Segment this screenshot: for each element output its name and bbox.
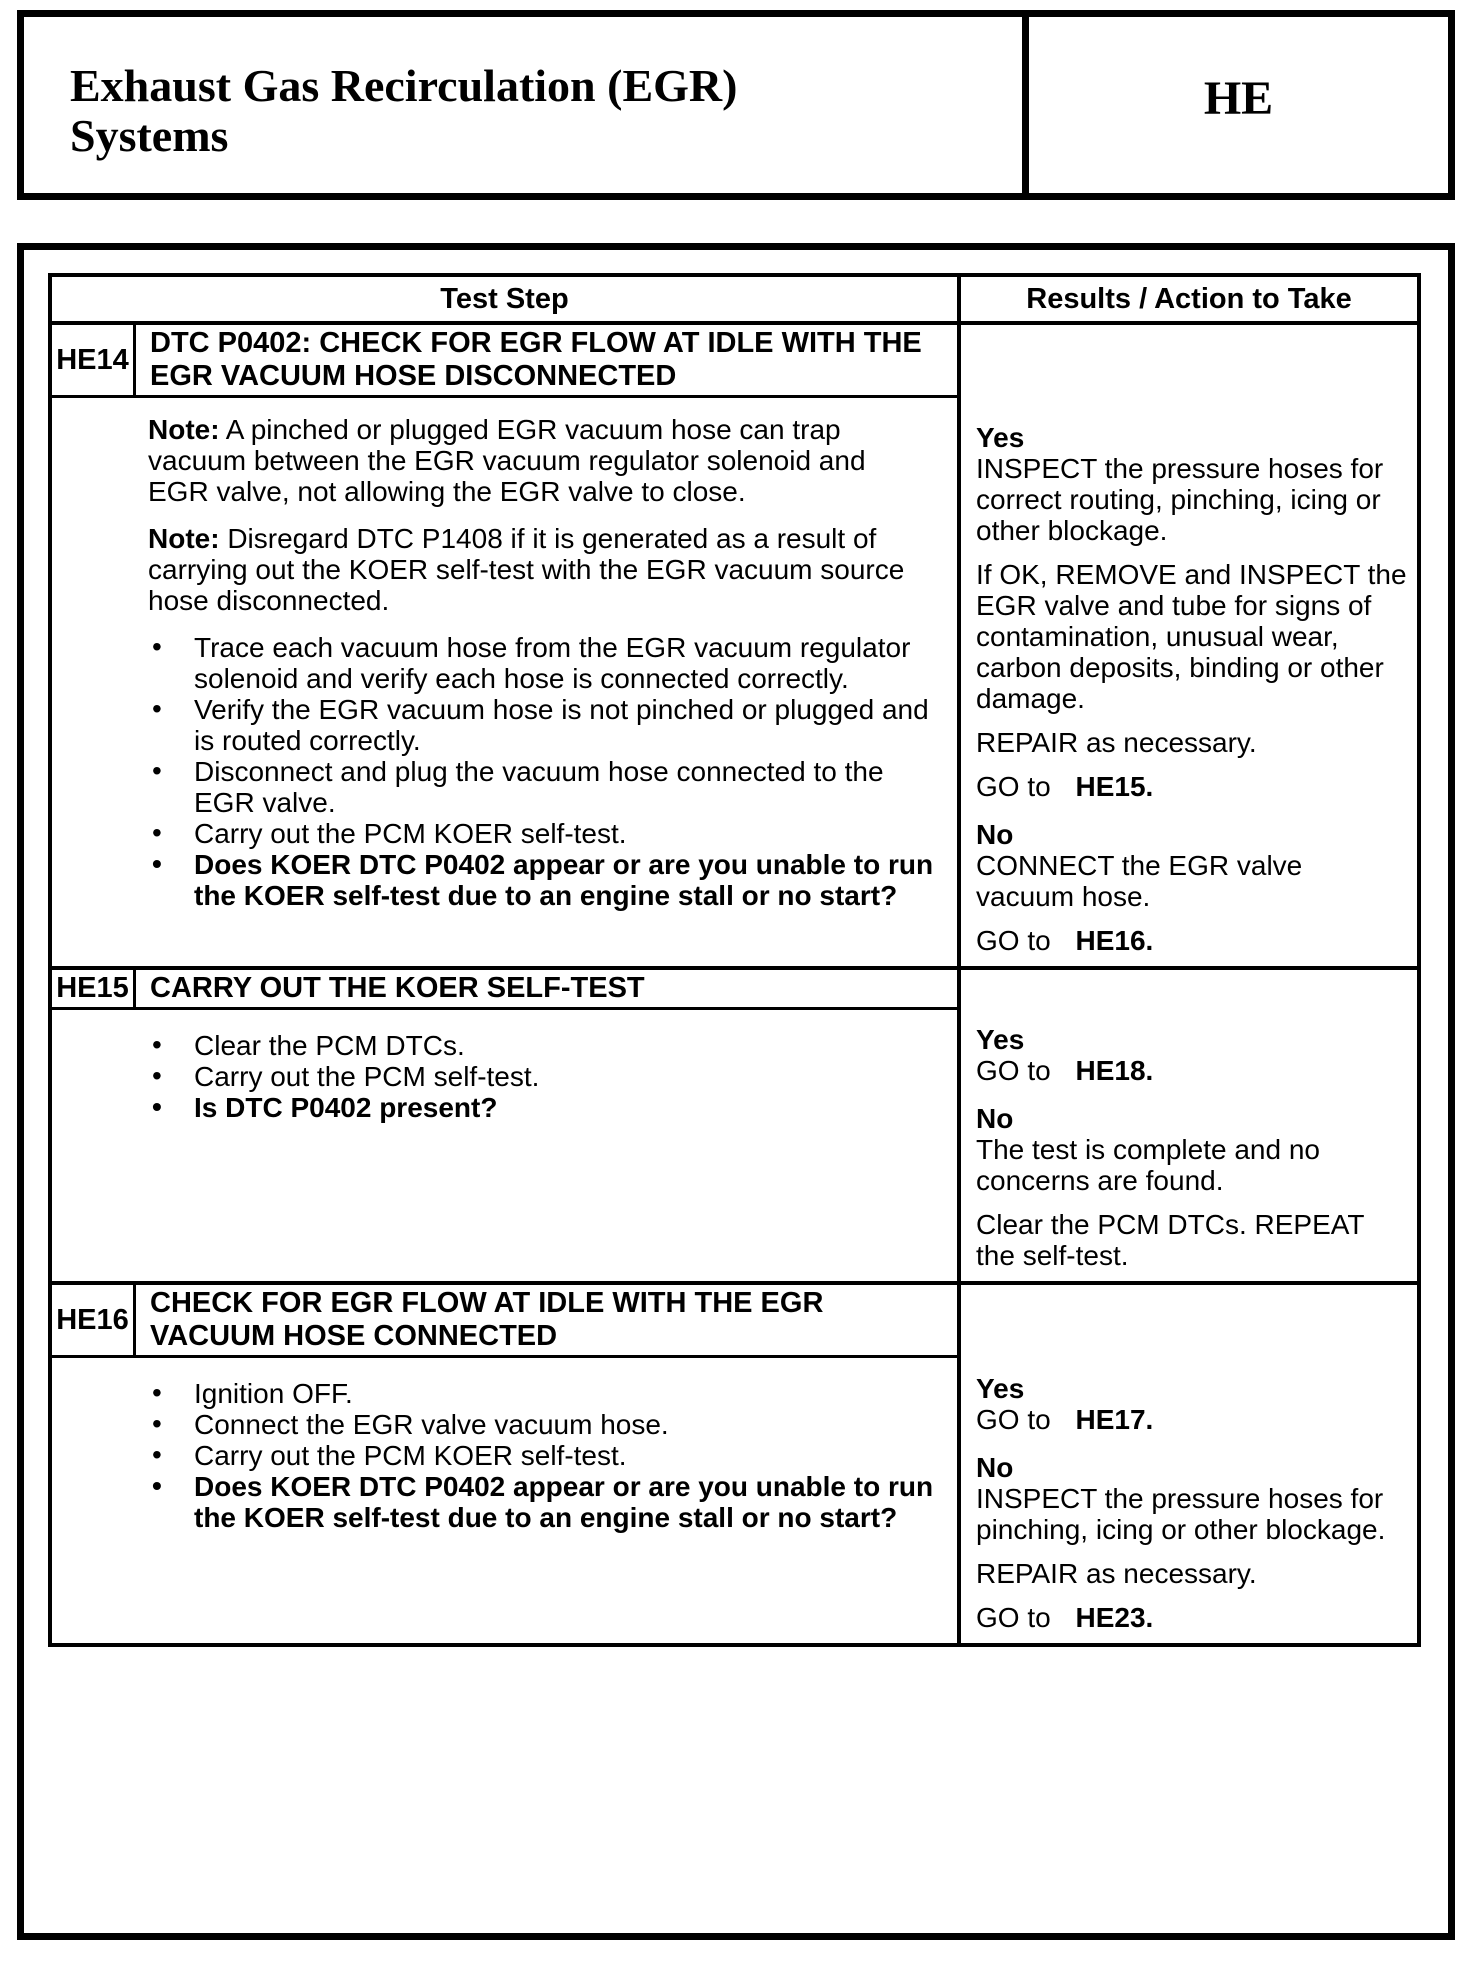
bullet-item: • Carry out the PCM KOER self-test. [150, 1440, 941, 1471]
page-header-code-cell [1022, 17, 1448, 193]
goto-line [976, 1404, 1407, 1435]
step-bullet-list [64, 1030, 947, 1123]
goto-pre: GO to [976, 1404, 1051, 1435]
title-line-1: Exhaust Gas Recirculation (EGR) [70, 60, 738, 111]
title-line-2: Systems [70, 110, 229, 161]
goto-target: HE18. [1075, 1055, 1154, 1086]
step-bullet-list [64, 1378, 947, 1533]
column-header-results: Results / Action to Take [957, 277, 1417, 321]
answer-label: No [976, 819, 1014, 850]
goto-pre: GO to [976, 771, 1051, 802]
test-title-bar [52, 970, 957, 1010]
goto-line [976, 1055, 1407, 1086]
table-row [52, 966, 1417, 1281]
bullet-item: • Ignition OFF. [150, 1378, 941, 1409]
answer-label: No [976, 1452, 1014, 1483]
test-step-cell [52, 1285, 957, 1643]
page-header-title-cell [24, 17, 1022, 193]
pinpoint-test-table [48, 273, 1421, 1647]
test-title [136, 970, 659, 1007]
bullet-item: • Carry out the PCM self-test. [150, 1061, 941, 1092]
answer-label: No [976, 1103, 1014, 1134]
goto-pre: GO to [976, 1055, 1051, 1086]
column-header-test-step: Test Step [440, 282, 569, 315]
bullet-item: • Carry out the PCM KOER self-test. [150, 818, 941, 849]
step-bullet-list [64, 632, 947, 911]
goto-pre: GO to [976, 925, 1051, 956]
bullet-item: • Connect the EGR valve vacuum hose. [150, 1409, 941, 1440]
section-code: HE [1203, 71, 1274, 125]
table-header-row [52, 277, 1417, 321]
test-id: HE14 [52, 325, 136, 395]
goto-target: HE16. [1075, 925, 1154, 956]
page-header [17, 10, 1455, 200]
test-step-body [52, 398, 957, 966]
answer-label: Yes [976, 1024, 1025, 1055]
test-id: HE16 [52, 1285, 136, 1355]
goto-target: HE15. [1075, 771, 1154, 802]
test-title-text: DTC P0402: CHECK FOR EGR FLOW AT IDLE WITH THE EGR VACUUM HOSE DISCONNECTED [150, 327, 922, 392]
note-label: Note: [148, 414, 220, 445]
goto-target: HE17. [1075, 1404, 1154, 1435]
goto-line [976, 771, 1407, 802]
note [148, 414, 927, 507]
goto-target: HE23. [1075, 1602, 1154, 1633]
answer-label: Yes [976, 422, 1025, 453]
table-row [52, 321, 1417, 966]
test-step-cell [52, 970, 957, 1281]
goto-line [976, 1602, 1407, 1633]
test-step-body [52, 1358, 957, 1643]
goto-line [976, 925, 1407, 956]
bullet-item: • Clear the PCM DTCs. [150, 1030, 941, 1061]
bullet-item-question: • Does KOER DTC P0402 appear or are you unable to run the KOER self-test due to an engine stall or no start? [150, 1471, 941, 1533]
note [148, 523, 927, 616]
table-row [52, 1281, 1417, 1643]
test-step-body [52, 1010, 957, 1281]
action-text: If OK, REMOVE and INSPECT the EGR valve and tube for signs of contamination, unusual wear, carbon deposits, binding or other damage. [976, 559, 1407, 714]
answer-label: Yes [976, 1373, 1025, 1404]
results-cell [957, 325, 1417, 966]
note-label: Note: [148, 523, 220, 554]
goto-pre: GO to [976, 1602, 1051, 1633]
test-title-bar [52, 325, 957, 398]
action-text: REPAIR as necessary. [976, 727, 1257, 758]
results-cell [957, 1285, 1417, 1643]
action-text: REPAIR as necessary. [976, 1558, 1257, 1589]
test-step-cell [52, 325, 957, 966]
bullet-item: • Verify the EGR vacuum hose is not pinched or plugged and is routed correctly. [150, 694, 941, 756]
test-title-bar [52, 1285, 957, 1358]
action-text: INSPECT the pressure hoses for pinching, icing or other blockage. [976, 1483, 1386, 1545]
action-text: The test is complete and no concerns are found. [976, 1134, 1320, 1196]
test-id: HE15 [52, 970, 136, 1007]
bullet-item-question: • Does KOER DTC P0402 appear or are you unable to run the KOER self-test due to an engine stall or no start? [150, 849, 941, 911]
results-cell [957, 970, 1417, 1281]
note-text: A pinched or plugged EGR vacuum hose can trap vacuum between the EGR vacuum regulator solenoid and EGR valve, not allowing the EGR valve to close. [148, 414, 866, 507]
action-text: INSPECT the pressure hoses for correct routing, pinching, icing or other blockage. [976, 453, 1384, 546]
action-text: Clear the PCM DTCs. REPEAT the self-test. [976, 1209, 1364, 1271]
test-title-text: CARRY OUT THE KOER SELF-TEST [150, 972, 645, 1004]
bullet-item-question: • Is DTC P0402 present? [150, 1092, 941, 1123]
action-text: CONNECT the EGR valve vacuum hose. [976, 850, 1303, 912]
bullet-item: • Trace each vacuum hose from the EGR vacuum regulator solenoid and verify each hose is connected correctly. [150, 632, 941, 694]
test-title-text: CHECK FOR EGR FLOW AT IDLE WITH THE EGR VACUUM HOSE CONNECTED [150, 1287, 824, 1352]
content-frame [17, 243, 1455, 1940]
test-title [136, 325, 957, 395]
bullet-item: • Disconnect and plug the vacuum hose connected to the EGR valve. [150, 756, 941, 818]
test-title [136, 1285, 957, 1355]
manual-section-title [70, 61, 1002, 161]
note-text: Disregard DTC P1408 if it is generated as a result of carrying out the KOER self-test with the EGR vacuum source hose disconnected. [148, 523, 905, 616]
